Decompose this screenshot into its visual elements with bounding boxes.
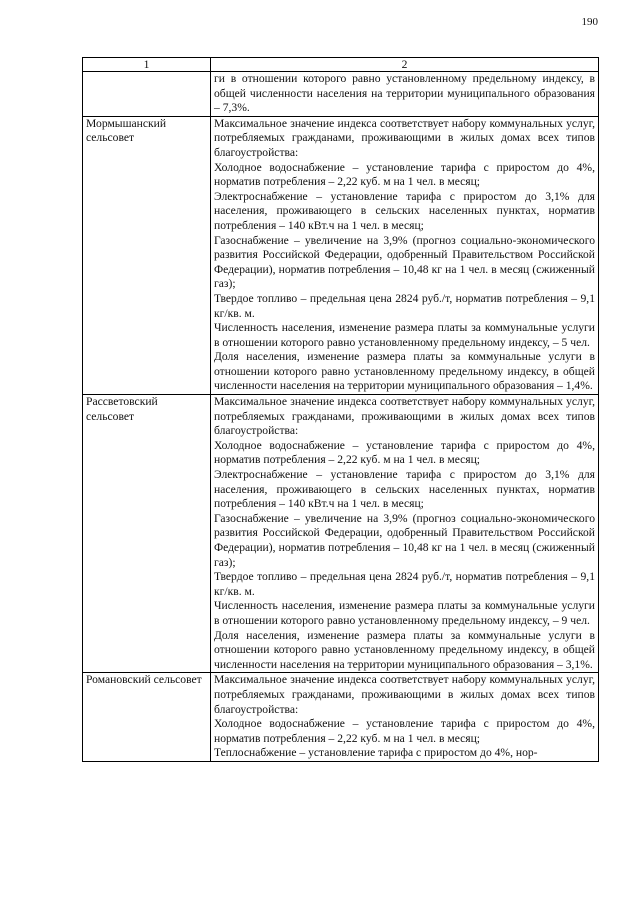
table-row [83,72,599,117]
paragraph: Холодное водоснабжение – установление тарифа с приростом до 4%, норматив потребления – 2,22 куб. м на 1 чел. в месяц; [214,160,595,189]
paragraph: Численность населения, изменение размера платы за коммунальные услуги в отношении которого равно установленному предельному индексу, – 5 чел. [214,321,595,349]
table-row [83,395,599,673]
paragraph: Холодное водоснабжение – установление тарифа с приростом до 4%, норматив потребления – 2,22 куб. м на 1 чел. в месяц; [214,717,595,745]
paragraph: Электроснабжение – установление тарифа с приростом до 3,1% для населения, проживающего в сельских населенных пунктах, норматив потребления – 140 кВт.ч на 1 чел. в месяц; [214,468,595,511]
paragraph: Теплоснабжение – установление тарифа с приростом до 4%, нор- [214,746,538,760]
municipality-name: Мормышанский сельсовет [83,116,211,394]
indicator-description [211,72,599,117]
table-header-row [83,58,599,72]
paragraph: Максимальное значение индекса соответствует набору коммунальных услуг, потребляемых гражданами, проживающими в жилых домах всех типов благоустройства: [214,395,595,438]
column-header-2: 2 [211,58,599,72]
paragraph: Твердое топливо – предельная цена 2824 руб./т, норматив потребления – 9,1 кг/кв. м. [214,291,595,320]
page-number: 190 [581,16,598,28]
table-row [83,116,599,394]
municipality-name: Рассветовский сельсовет [83,395,211,673]
paragraph: Твердое топливо – предельная цена 2824 руб./т, норматив потребления – 9,1 кг/кв. м. [214,570,595,598]
paragraph: Газоснабжение – увеличение на 3,9% (прогноз социально-экономического развития Российской Федерации, одобренный Правительством Российской Федерации), норматив потребления – 10,48 кг на 1 чел. в месяц (сжиженный газ); [214,511,595,569]
municipality-name [83,72,211,117]
paragraph: Численность населения, изменение размера платы за коммунальные услуги в отношении которого равно установленному предельному индексу, – 9 чел. [214,599,595,627]
indicator-description [211,395,599,673]
paragraph: Электроснабжение – установление тарифа с приростом до 3,1% для населения, проживающего в сельских населенных пунктах, норматив потребления – 140 кВт.ч на 1 чел. в месяц; [214,189,595,232]
table-row [83,673,599,762]
paragraph: ги в отношении которого равно установленному предельному индексу, в общей численности населения на территории муниципального образования – 7,3%. [214,72,595,115]
paragraph: Максимальное значение индекса соответствует набору коммунальных услуг, потребляемых гражданами, проживающими в жилых домах всех типов благоустройства: [214,116,595,159]
column-header-1: 1 [83,58,211,72]
paragraph: Доля населения, изменение размера платы за коммунальные услуги в отношении которого равно установленному предельному индексу, в общей численности населения на территории муниципального образования – 1,4%. [214,350,595,393]
indicator-description [211,116,599,394]
municipality-name: Романовский сельсовет [83,673,211,762]
paragraph: Газоснабжение – увеличение на 3,9% (прогноз социально-экономического развития Российской Федерации, одобренный Правительством Российской Федерации), норматив потребления – 10,48 кг на 1 чел. в месяц (сжиженный газ); [214,233,595,291]
indicator-description [211,673,599,762]
paragraph: Максимальное значение индекса соответствует набору коммунальных услуг, потребляемых гражданами, проживающими в жилых домах всех типов благоустройства: [214,673,595,716]
paragraph: Доля населения, изменение размера платы за коммунальные услуги в отношении которого равно установленному предельному индексу, в общей численности населения на территории муниципального образования – 3,1%. [214,628,595,671]
paragraph: Холодное водоснабжение – установление тарифа с приростом до 4%, норматив потребления – 2,22 куб. м на 1 чел. в месяц; [214,438,595,467]
tariff-table [82,57,599,762]
